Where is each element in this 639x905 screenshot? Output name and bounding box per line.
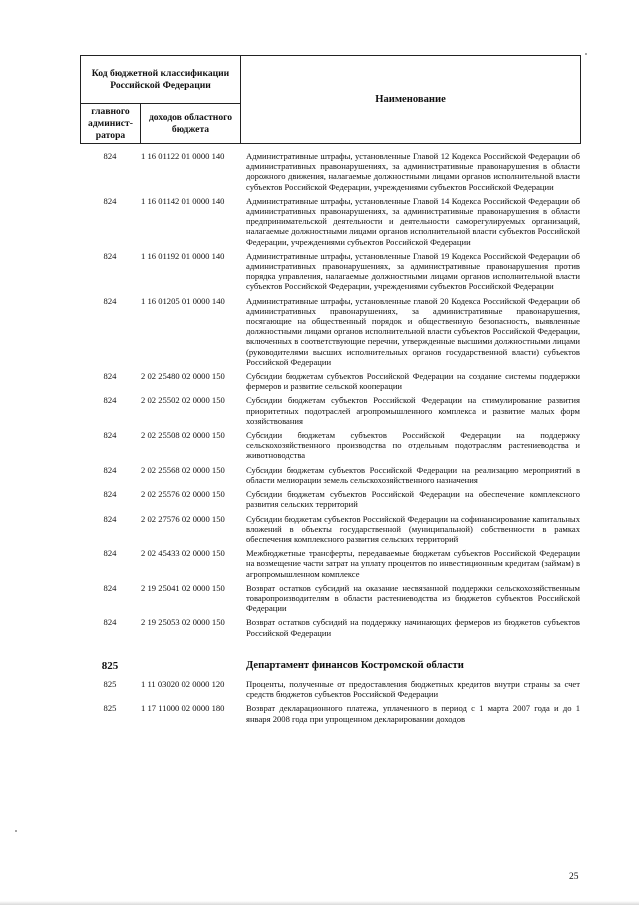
row-name: Субсидии бюджетам субъектов Российской Федерации на софинансирование капитальных вложений в объекты государственной (муниципальной) собственности в рамках обеспечения комплексного развития сельских территорий — [246, 513, 580, 544]
income-code: 2 02 25576 02 0000 150 — [141, 489, 225, 500]
income-code: 2 02 27576 02 0000 150 — [141, 513, 225, 524]
table-row — [80, 617, 580, 637]
admin-code: 824 — [103, 371, 117, 382]
table-row — [80, 196, 580, 247]
admin-code: 824 — [103, 430, 117, 441]
row-name: Административные штрафы, установленные Главой 14 Кодекса Российской Федерации об административных правонарушениях, за административные правонарушения в области предпринимательской деятельности и деятельности саморегулируемых организаций, налагаемые должностными лицами органов исполнительной власти субъектов Российской Федерации, учреждениями субъектов Российской Федерации — [246, 195, 580, 247]
income-code: 1 16 01205 01 0000 140 — [141, 295, 225, 306]
row-name: Субсидии бюджетам субъектов Российской Федерации на поддержку сельскохозяйственного производства по отдельным подотраслям растениеводства и животноводства — [246, 430, 580, 461]
admin-code: 824 — [103, 617, 117, 628]
scan-speck — [15, 830, 17, 832]
table-row — [80, 679, 580, 699]
table-header — [80, 55, 581, 144]
header-name: Наименование — [241, 56, 581, 144]
income-code: 1 17 11000 02 0000 180 — [141, 703, 225, 714]
table-row — [80, 430, 580, 461]
income-code: 1 16 01192 01 0000 140 — [141, 250, 225, 261]
row-name: Субсидии бюджетам субъектов Российской Федерации на создание системы поддержки фермеров и развитие сельской кооперации — [246, 371, 580, 392]
section-title: Департамент финансов Костромской области — [246, 659, 464, 671]
row-name: Административные штрафы, установленные Главой 12 Кодекса Российской Федерации об административных правонарушениях, за административные правонарушения в области дорожного движения, налагаемые должностными лицами органов исполнительной власти субъектов Российской Федерации, учреждениями субъектов Российской Федерации — [246, 151, 580, 192]
row-name: Проценты, полученные от предоставления бюджетных кредитов внутри страны за счет средств бюджетов субъектов Российской Федерации — [246, 678, 580, 700]
table-row — [80, 371, 580, 391]
table-row — [80, 583, 580, 614]
table-row — [80, 548, 580, 579]
admin-code: 824 — [103, 395, 117, 406]
income-code: 2 02 25568 02 0000 150 — [141, 464, 225, 475]
admin-code: 824 — [103, 464, 117, 475]
admin-code: 824 — [103, 250, 117, 261]
admin-code: 824 — [103, 195, 117, 206]
income-code: 2 19 25041 02 0000 150 — [141, 582, 225, 593]
income-code: 1 11 03020 02 0000 120 — [141, 678, 225, 689]
admin-code: 824 — [103, 548, 117, 559]
row-name: Межбюджетные трансферты, передаваемые бюджетам субъектов Российской Федерации на возмещение части затрат на уплату процентов по инвестиционным кредитам (займам) в агропромышленном комплексе — [246, 548, 580, 579]
header-income-column: доходов областного бюджета — [141, 104, 241, 144]
page-bottom-edge — [0, 901, 639, 905]
admin-code: 824 — [103, 151, 117, 161]
row-name: Субсидии бюджетам субъектов Российской Федерации на реализацию мероприятий в области мелиорации земель сельскохозяйственного назначения — [246, 464, 580, 485]
section-admin-code: 825 — [101, 659, 119, 672]
income-code: 2 02 45433 02 0000 150 — [141, 548, 225, 559]
section-heading-row — [80, 661, 580, 671]
admin-code: 824 — [103, 489, 117, 500]
admin-code: 824 — [103, 582, 117, 593]
income-code: 1 16 01122 01 0000 140 — [141, 151, 225, 161]
row-name: Административные штрафы, установленные Главой 19 Кодекса Российской Федерации об административных правонарушениях, за административные правонарушения против порядка управления, налагаемые должностными лицами органов исполнительной власти субъектов Российской Федерации, учреждениями субъектов Российской Федерации — [246, 250, 580, 292]
row-name: Субсидии бюджетам субъектов Российской Федерации на обеспечение комплексного развития сельских территорий — [246, 489, 580, 510]
income-code: 2 02 25502 02 0000 150 — [141, 395, 225, 406]
income-code: 2 02 25508 02 0000 150 — [141, 430, 225, 441]
income-code: 2 02 25480 02 0000 150 — [141, 371, 225, 382]
admin-code: 824 — [103, 295, 117, 306]
table-row — [80, 703, 580, 723]
income-code: 2 19 25053 02 0000 150 — [141, 617, 225, 628]
row-name: Возврат декларационного платежа, уплаченного в период с 1 марта 2007 года и до 1 января 2008 года при упрощенном декларировании доходов — [246, 703, 580, 724]
income-code: 1 16 01142 01 0000 140 — [141, 195, 225, 206]
header-budget-classification: Код бюджетной классификации Российской Федерации — [81, 56, 241, 104]
table-row — [80, 151, 580, 192]
admin-code: 825 — [103, 703, 117, 714]
table-row — [80, 251, 580, 292]
header-admin-column: главного админист-ратора — [81, 104, 141, 144]
table-row — [80, 296, 580, 367]
row-name: Возврат остатков субсидий на поддержку начинающих фермеров из бюджетов субъектов Российской Федерации — [246, 617, 580, 638]
table-body — [80, 151, 580, 724]
table-row — [80, 395, 580, 426]
page-number: 25 — [569, 872, 579, 882]
admin-code: 825 — [103, 678, 117, 689]
row-name: Возврат остатков субсидий на оказание несвязанной поддержки сельскохозяйственным товаропроизводителям в области растениеводства из бюджетов субъектов Российской Федерации — [246, 582, 580, 614]
admin-code: 824 — [103, 513, 117, 524]
table-row — [80, 489, 580, 509]
row-name: Административные штрафы, установленные главой 20 Кодекса Российской Федерации об административных правонарушениях, за административные правонарушения, посягающие на общественный порядок и общественную безопасность, выявленные должностными лицами органов исполнительной власти субъектов Российской Федерации, включенных в соответствующие перечни, утвержденные высшими должностными лицами (руководителями высших исполнительных органов государственной власти) субъектов Российской Федерации — [246, 295, 580, 367]
scan-speck — [585, 53, 587, 55]
row-name: Субсидии бюджетам субъектов Российской Федерации на стимулирование развития приоритетных подотраслей агропромышленного комплекса и развитие малых форм хозяйствования — [246, 395, 580, 426]
table-row — [80, 465, 580, 485]
table-row — [80, 514, 580, 545]
